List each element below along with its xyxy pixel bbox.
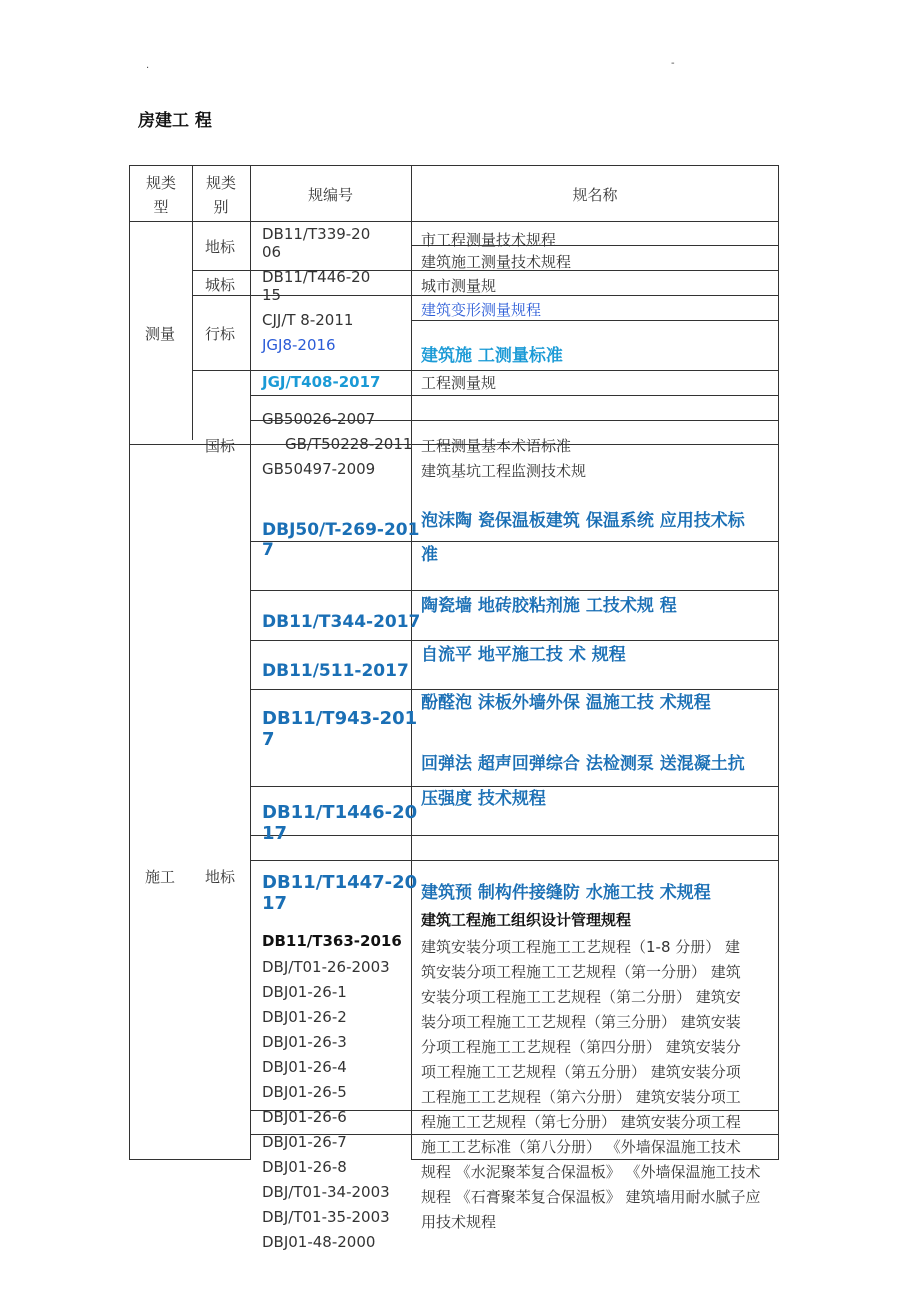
- code: GB/T50228-2011: [285, 435, 413, 453]
- standard-name: 压强度 技术规程: [421, 789, 546, 809]
- code: DB11/T1446-20: [262, 802, 418, 823]
- class-local-2: 地标: [205, 868, 236, 886]
- code: DB11/T1447-20: [262, 872, 418, 893]
- paragraph-line: 工程施工工艺规程（第六分册） 建筑安装分项工: [421, 1088, 741, 1106]
- standard-name: 建筑工程施工组织设计管理规程: [421, 911, 632, 929]
- standard-name: 回弹法 超声回弹综合 法检测泵 送混凝土抗: [421, 754, 745, 774]
- code: DBJ01-26-1: [262, 983, 347, 1001]
- standard-name: 准: [421, 545, 438, 565]
- category-construction: 施工: [145, 868, 176, 886]
- class-industry: 行标: [205, 325, 236, 343]
- code: 15: [262, 286, 282, 304]
- header-code: 规编号: [307, 186, 353, 204]
- class-local-1: 地标: [205, 238, 236, 256]
- page-marker-left: .: [146, 60, 150, 71]
- code: DB11/T943-201: [262, 708, 418, 729]
- code: DBJ01-26-5: [262, 1083, 347, 1101]
- paragraph-line: 筑安装分项工程施工工艺规程（第一分册） 建筑: [421, 963, 741, 981]
- category-survey: 测量: [145, 325, 176, 343]
- code: DBJ/T01-34-2003: [262, 1183, 390, 1201]
- standard-name: 建筑施 工测量标准: [421, 346, 563, 366]
- standard-name: 工程测量基本术语标准: [421, 437, 572, 455]
- paragraph-line: 建筑安装分项工程施工工艺规程（1-8 分册） 建: [421, 938, 741, 956]
- paragraph-line: 施工工艺标准（第八分册） 《外墙保温施工技术: [421, 1138, 741, 1156]
- header-class-line1: 规类: [205, 174, 236, 192]
- code: DB11/T363-2016: [262, 932, 402, 950]
- code: DBJ01-48-2000: [262, 1233, 376, 1251]
- code: DBJ01-26-6: [262, 1108, 347, 1126]
- paragraph-line: 装分项工程施工工艺规程（第三分册） 建筑安装: [421, 1013, 741, 1031]
- code: DB11/T446-20: [262, 268, 371, 286]
- code: DBJ/T01-26-2003: [262, 958, 390, 976]
- code: DBJ01-26-2: [262, 1008, 347, 1026]
- standard-name: 建筑施工测量技术规程: [421, 253, 572, 271]
- code: DB11/T344-2017: [262, 612, 421, 632]
- class-national: 国标: [205, 437, 236, 455]
- header-category-line1: 规类: [145, 174, 176, 192]
- class-city: 城标: [205, 276, 236, 294]
- code: DBJ01-26-7: [262, 1133, 347, 1151]
- standard-name: 建筑预 制构件接缝防 水施工技 术规程: [421, 883, 711, 903]
- code: DBJ/T01-35-2003: [262, 1208, 390, 1226]
- code: DBJ01-26-8: [262, 1158, 347, 1176]
- code: DBJ01-26-4: [262, 1058, 347, 1076]
- code: DB11/511-2017: [262, 661, 409, 681]
- paragraph-line: 项工程施工工艺规程（第五分册） 建筑安装分项: [421, 1063, 741, 1081]
- code: DBJ01-26-3: [262, 1033, 347, 1051]
- standard-name: 自流平 地平施工技 术 规程: [421, 645, 626, 665]
- header-name: 规名称: [572, 186, 618, 204]
- paragraph-line: 规程 《石膏聚苯复合保温板》 建筑墙用耐水腻子应: [421, 1188, 761, 1206]
- code: DB11/T339-20: [262, 225, 371, 243]
- standard-name: 建筑变形测量规程: [421, 301, 542, 319]
- paragraph-line: 程施工工艺规程（第七分册） 建筑安装分项工程: [421, 1113, 741, 1131]
- code: DBJ50/T-269-201: [262, 520, 420, 540]
- standard-name: 陶瓷墙 地砖胶粘剂施 工技术规 程: [421, 596, 677, 616]
- code: 17: [262, 893, 288, 914]
- code: GB50026-2007: [262, 410, 376, 428]
- code: JGJ8-2016: [262, 336, 336, 354]
- code: 17: [262, 823, 288, 844]
- code: JGJ/T408-2017: [262, 373, 381, 391]
- code: CJJ/T 8-2011: [262, 311, 354, 329]
- code: 7: [262, 729, 275, 750]
- standard-name: 建筑基坑工程监测技术规: [421, 462, 587, 480]
- paragraph-line: 规程 《水泥聚苯复合保温板》 《外墙保温施工技术: [421, 1163, 761, 1181]
- standard-name: 市工程测量技术规程: [421, 231, 557, 249]
- standard-name: 工程测量规: [421, 374, 497, 392]
- standard-name: 酚醛泡 沫板外墙外保 温施工技 术规程: [421, 693, 711, 713]
- paragraph-line: 分项工程施工工艺规程（第四分册） 建筑安装分: [421, 1038, 741, 1056]
- page-marker-right: -: [671, 58, 675, 69]
- paragraph-line: 安装分项工程施工工艺规程（第二分册） 建筑安: [421, 988, 741, 1006]
- standard-name: 泡沫陶 瓷保温板建筑 保温系统 应用技术标: [421, 511, 745, 531]
- paragraph-line: 用技术规程: [421, 1213, 497, 1231]
- header-class-line2: 别: [213, 198, 229, 216]
- header-category-line2: 型: [153, 198, 169, 216]
- page-title: 房建工 程: [138, 111, 212, 131]
- code: 06: [262, 243, 282, 261]
- code: 7: [262, 540, 274, 560]
- standard-name: 城市测量规: [421, 277, 497, 295]
- code: GB50497-2009: [262, 460, 376, 478]
